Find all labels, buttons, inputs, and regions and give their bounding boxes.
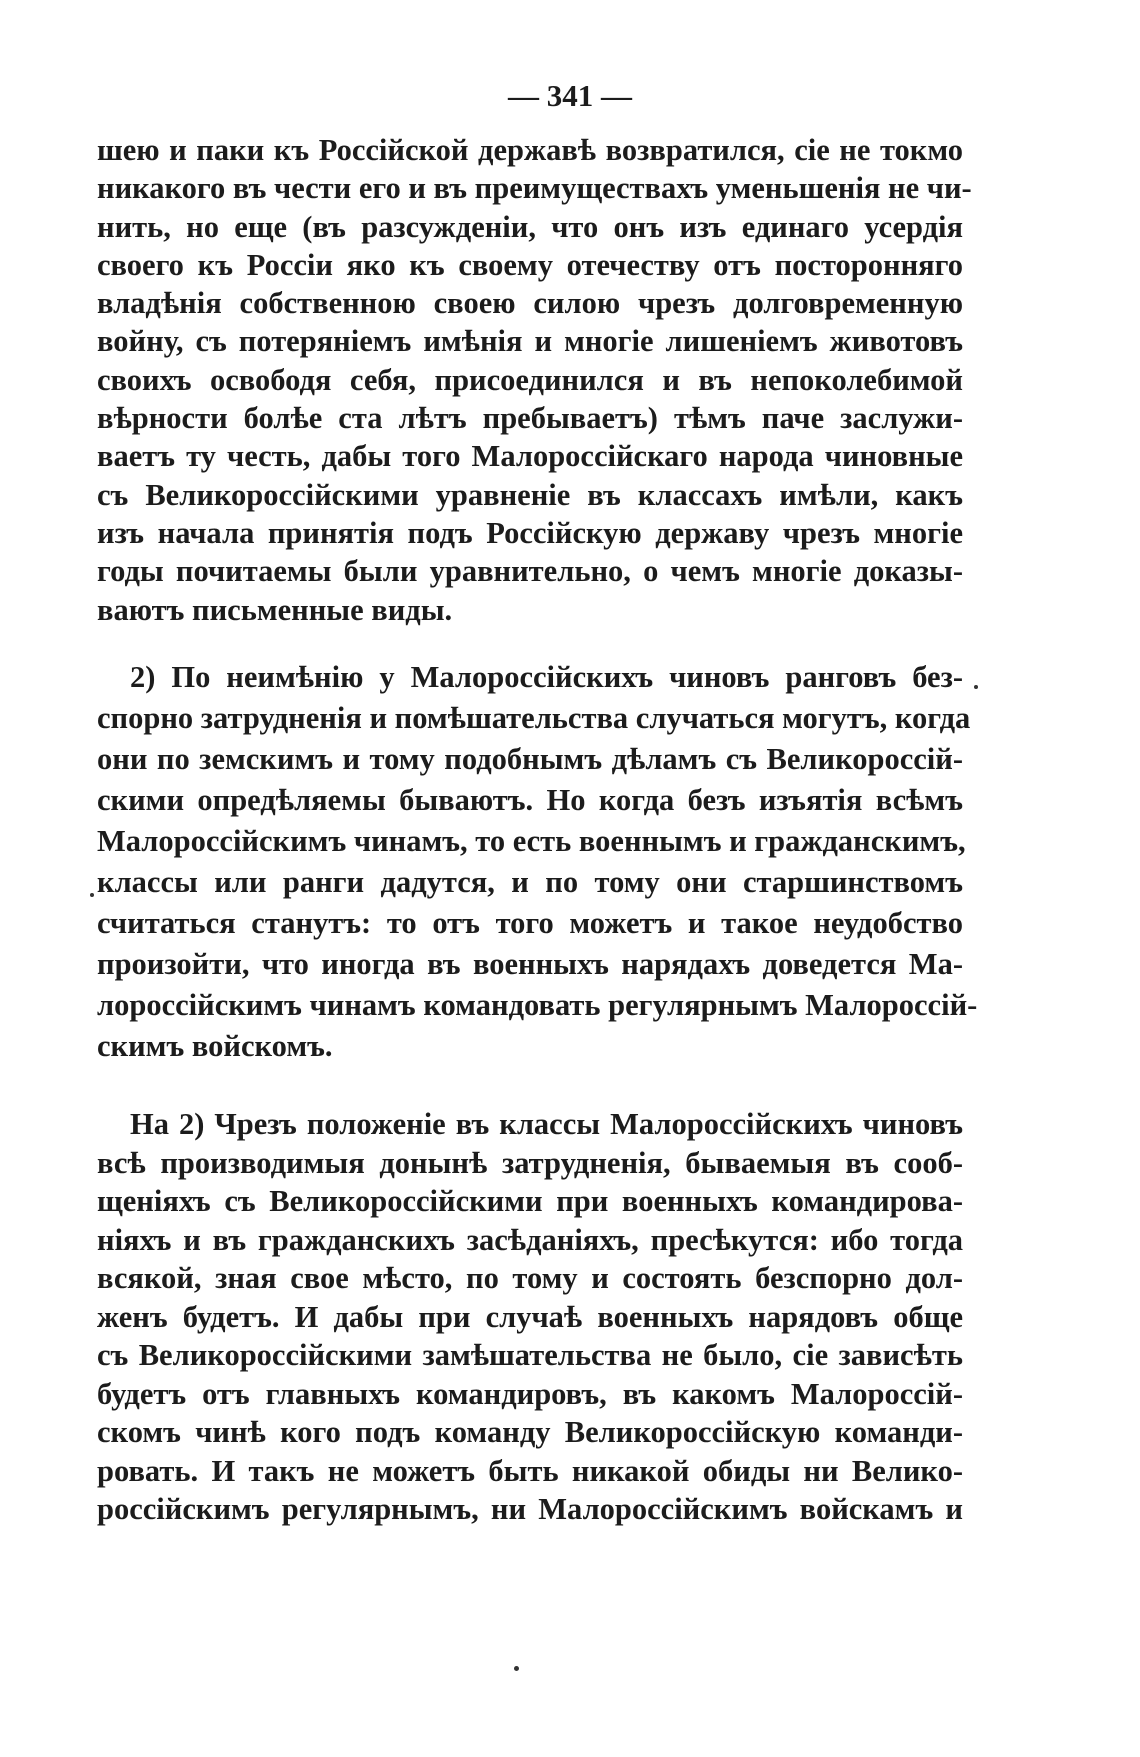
text-line: щеніяхъ съ Великороссійскими при военныхъ командирова- xyxy=(97,1184,963,1218)
ink-speck xyxy=(974,685,978,689)
text-line: ваютъ письменные виды. xyxy=(97,592,453,627)
text-line: никакого въ чести его и въ преимуществахъ уменьшенія не чи- xyxy=(97,171,972,206)
text-line: ніяхъ и въ гражданскихъ засѣданіяхъ, пресѣкутся: ибо тогда xyxy=(97,1222,963,1257)
text-line: ваетъ ту честь, дабы того Малороссійскаго народа чиновные xyxy=(97,439,963,474)
text-line: считаться станутъ: то отъ того можетъ и такое неудобство xyxy=(97,906,963,940)
ink-speck xyxy=(90,893,94,897)
ink-speck xyxy=(514,1666,519,1671)
text-line: своихъ освободя себя, присоединился и въ непоколебимой xyxy=(97,362,963,397)
page-number: — 341 — xyxy=(508,78,632,113)
text-line: 2) По неимѣнію у Малороссійскихъ чиновъ ранговъ без- xyxy=(130,660,963,694)
paragraph-1 xyxy=(97,131,972,629)
text-line: скими опредѣляемы бываютъ. Но когда безъ изъятія всѣмъ xyxy=(97,783,963,817)
text-line: женъ будетъ. И дабы при случаѣ военныхъ нарядовъ обще xyxy=(97,1299,963,1334)
text-line: лороссійскимъ чинамъ командовать регулярнымъ Малороссій- xyxy=(97,988,978,1022)
text-line: владѣнія собственною своею силою чрезъ долговременную xyxy=(97,286,963,321)
text-line: ровать. И такъ не можетъ быть никакой обиды ни Велико- xyxy=(97,1453,963,1488)
text-line: нить, но еще (въ разсужденіи, что онъ изъ единаго усердія xyxy=(97,209,963,244)
text-line: скимъ войскомъ. xyxy=(97,1029,333,1063)
text-line: скомъ чинѣ кого подъ команду Великороссійскую команди- xyxy=(97,1415,963,1449)
paragraph-2 xyxy=(97,657,978,1067)
text-line: изъ начала принятія подъ Россійскую державу чрезъ многіе xyxy=(97,515,963,550)
text-line: войну, съ потеряніемъ имѣнія и многіе лишеніемъ животовъ xyxy=(97,324,963,359)
text-line: вѣрности болѣе ста лѣтъ пребываетъ) тѣмъ паче заслужи- xyxy=(97,401,963,436)
text-line: классы или ранги дадутся, и по тому они старшинствомъ xyxy=(97,865,963,899)
text-line: спорно затрудненія и помѣшательства случаться могутъ, когда xyxy=(97,701,971,735)
text-line: они по земскимъ и тому подобнымъ дѣламъ съ Великороссій- xyxy=(97,742,963,776)
text-line: произойти, что иногда въ военныхъ нарядахъ доведется Ма- xyxy=(97,947,963,981)
text-line: россійскимъ регулярнымъ, ни Малороссійскимъ войскамъ и xyxy=(97,1492,963,1526)
text-line: будетъ отъ главныхъ командировъ, въ какомъ Малороссій- xyxy=(97,1376,963,1411)
text-line: съ Великороссійскими уравненіе въ классахъ имѣли, какъ xyxy=(97,477,963,512)
text-line: шею и паки къ Россійской державѣ возвратился, сіе не токмо xyxy=(97,133,963,167)
text-line: всякой, зная свое мѣсто, по тому и состоять безспорно дол- xyxy=(97,1261,963,1295)
text-line: съ Великороссійскими замѣшательства не было, сіе зависѣть xyxy=(97,1338,963,1372)
text-line: На 2) Чрезъ положеніе въ классы Малороссійскихъ чиновъ xyxy=(130,1107,963,1141)
text-line: всѣ производимыя донынѣ затрудненія, бываемыя въ сооб- xyxy=(97,1145,963,1180)
paragraph-3 xyxy=(97,1105,963,1529)
text-line: Малороссійскимъ чинамъ, то есть военнымъ и гражданскимъ, xyxy=(97,824,966,858)
text-line: своего къ Россіи яко къ своему отечеству отъ посторонняго xyxy=(97,247,963,282)
text-line: годы почитаемы были уравнительно, о чемъ многіе доказы- xyxy=(97,554,963,589)
